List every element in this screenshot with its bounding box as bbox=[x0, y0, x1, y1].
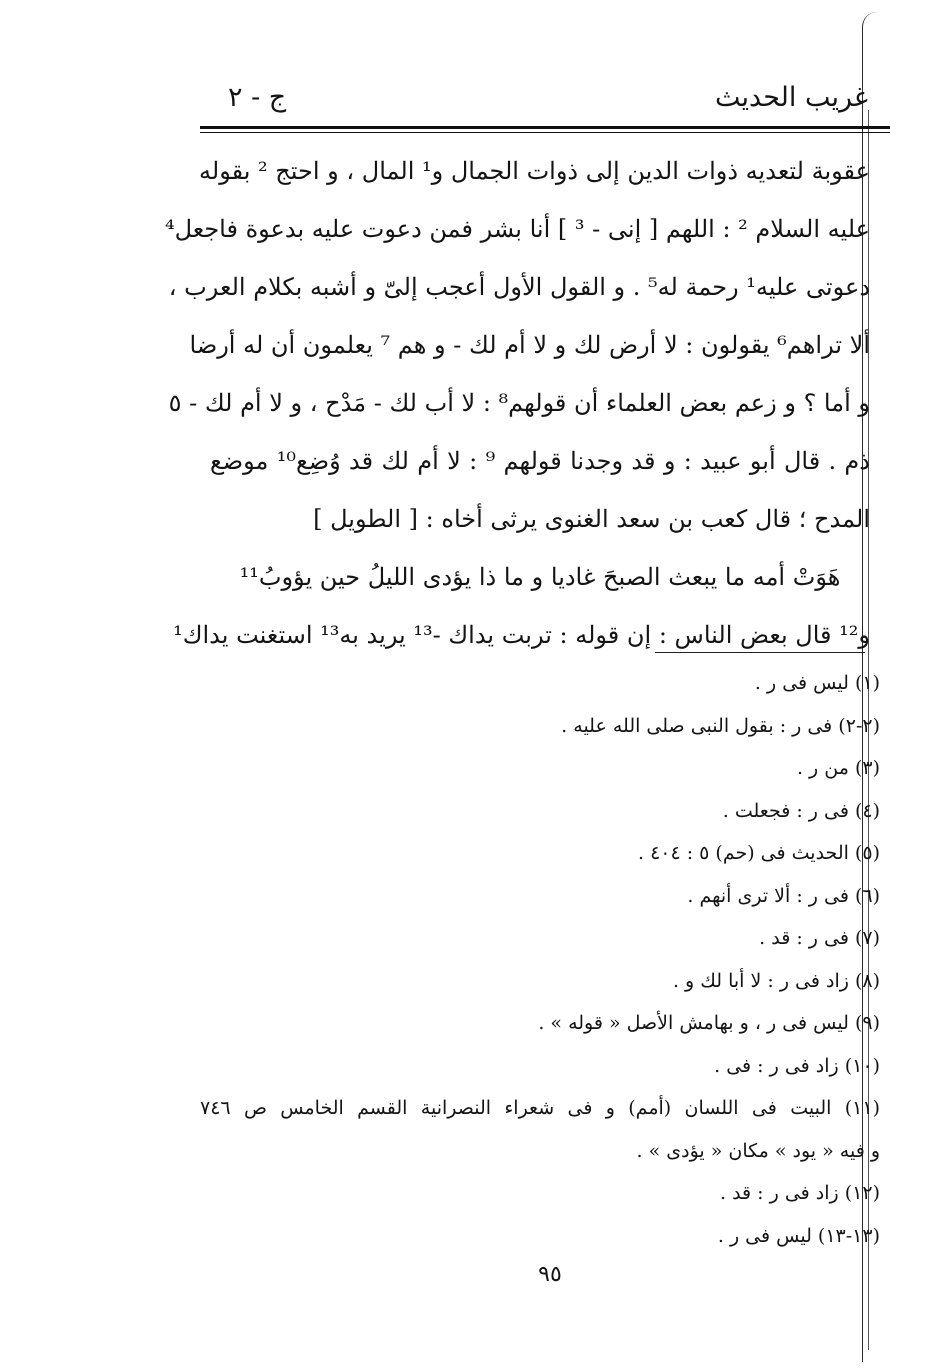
footnote-separator bbox=[655, 652, 865, 653]
footnote: (١٠) زاد فى ر : فى . bbox=[714, 1054, 880, 1077]
text-line: و¹² قال بعض الناس : إن قوله : تربت يداك -¹³ يريد به¹³ استغنت يداك¹ bbox=[173, 621, 870, 649]
footnote: (٩) ليس فى ر ، و بهامش الأصل « قوله » . bbox=[538, 1012, 880, 1034]
main-text bbox=[164, 142, 870, 664]
footnotes bbox=[200, 662, 880, 1257]
volume-number: ج - ٢ bbox=[228, 82, 287, 113]
footnote: (٦) فى ر : ألا ترى أنهم . bbox=[687, 884, 880, 907]
footnote: (٣) من ر . bbox=[796, 757, 880, 779]
text-line: عليه السلام ² : اللهم [ إنى - ³ ] أنا بشر فمن دعوت عليه بدعوة فاجعل⁴ bbox=[164, 215, 870, 243]
footnote-continuation: و فيه « يود » مكان « يؤدى » . bbox=[636, 1139, 880, 1162]
footnote: (٨) زاد فى ر : لا أبا لك و . bbox=[672, 969, 880, 992]
text-line: ألا تراهم⁶ يقولون : لا أرض لك و لا أم لك - و هم ⁷ يعلمون أن له أرضا bbox=[189, 331, 870, 359]
footnote: (١) ليس فى ر . bbox=[754, 672, 880, 694]
footnote: (١٣-١٣) ليس فى ر . bbox=[717, 1224, 880, 1247]
footnote: (١٢) زاد فى ر : قد . bbox=[720, 1182, 880, 1204]
footnote: (٧) فى ر : قد . bbox=[759, 927, 880, 949]
book-title: غريب الحديث bbox=[715, 82, 868, 113]
page-number: ٩٥ bbox=[538, 1262, 562, 1287]
footnote: (٤) فى ر : فجعلت . bbox=[722, 799, 880, 822]
text-line: المدح ؛ قال كعب بن سعد الغنوى يرثى أخاه : [ الطويل ] bbox=[313, 505, 870, 533]
running-header bbox=[200, 78, 890, 122]
poetry-verse: هَوَتْ أمه ما يبعث الصبحَ غاديا و ما ذا يؤدى الليلُ حين يؤوبُ¹¹ bbox=[239, 563, 841, 591]
text-line: و أما ؟ و زعم بعض العلماء أن قولهم⁸ : لا أب لك - مَدْح ، و لا أم لك - ٥ bbox=[168, 389, 870, 417]
text-line: عقوبة لتعديه ذوات الدين إلى ذوات الجمال و¹ المال ، و احتج ² بقوله bbox=[199, 157, 870, 185]
text-line: دعوتى عليه¹ رحمة له⁵ . و القول الأول أعجب إلىّ و أشبه بكلام العرب ، bbox=[168, 273, 870, 301]
header-rule-thin bbox=[200, 132, 890, 133]
footnote: (٢-٢) فى ر : بقول النبى صلى الله عليه . bbox=[561, 714, 880, 737]
footnote: (١١) البيت فى اللسان (أمم) و فى شعراء النصرانية القسم الخامس ص ٧٤٦ bbox=[200, 1097, 880, 1119]
footnote: (٥) الحديث فى (حم) ٥ : ٤٠٤ . bbox=[637, 842, 880, 864]
header-rule-thick bbox=[200, 126, 890, 129]
text-line: ذم . قال أبو عبيد : و قد وجدنا قولهم ⁹ : لا أم لك قد وُضِع¹⁰ موضع bbox=[210, 447, 870, 475]
